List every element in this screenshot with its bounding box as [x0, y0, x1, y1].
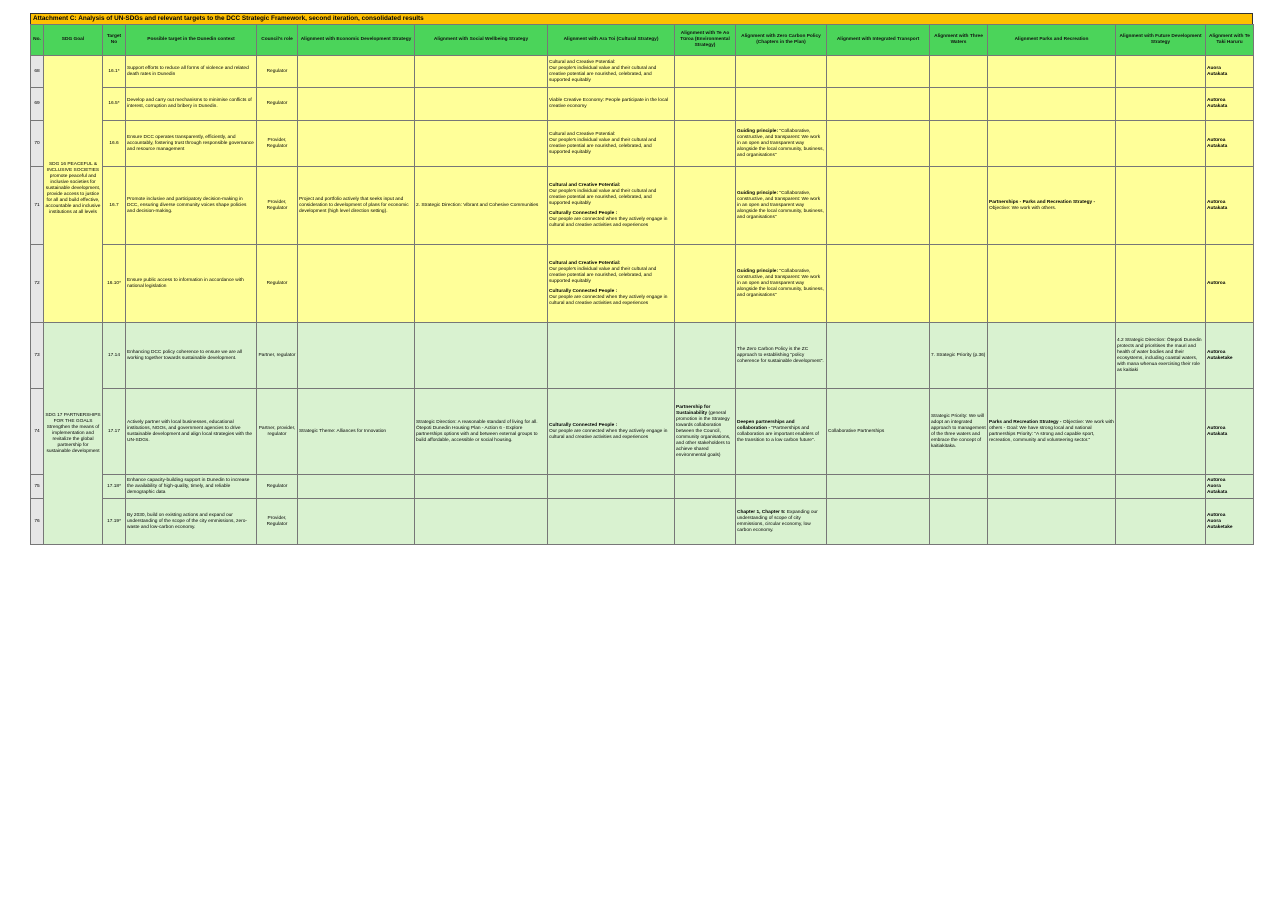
ara-toi-cell: Cultural and Creative Potential: Our people's individual value and their cultural and creative potential are nourished, celebrated, and supported equitably	[548, 121, 675, 167]
social-cell	[415, 88, 548, 121]
ara-toi-cell	[548, 323, 675, 389]
fds-cell: 4.2 Strategic Direction: Ōtepoti Dunedin protects and prioritises the mauri and health of water bodies and their ecosystems, including coastal waters, with mana whenua exercising their role as kaitiaki	[1116, 323, 1206, 389]
econ-cell	[298, 245, 415, 323]
ara-toi-cell	[548, 499, 675, 545]
ara-toi-cell	[548, 475, 675, 499]
ara-toi-cell: Cultural and Creative Potential: Our people's individual value and their cultural and creative potential are nourished, celebrated, and supported equitably Culturally Connected People : Our people are connected when they actively engage in cultural and creative activities and experiences	[548, 167, 675, 245]
spreadsheet	[30, 13, 1253, 545]
table-row	[31, 323, 1254, 389]
context-cell: Ensure public access to information in accordance with national legislation	[126, 245, 257, 323]
social-cell	[415, 323, 548, 389]
parks-cell	[988, 56, 1116, 88]
header-zero-carbon: Alignment with Zero Carbon Policy (Chapters in the Plan)	[736, 25, 827, 56]
te-ao-cell: Partnership for Sustainability (general promotion in the Strategy towards collaboration between the Council, community organisations, and other stakeholders to achieve shared environmental goals)	[675, 389, 736, 475]
te-ao-cell	[675, 475, 736, 499]
waters-cell	[930, 499, 988, 545]
header-parks: Alignment Parks and Recreation	[988, 25, 1116, 56]
context-cell: Ensure DCC operates transparently, efficiently, and accountably, fostering trust through responsible governance and resource management	[126, 121, 257, 167]
table-row	[31, 56, 1254, 88]
table-row	[31, 167, 1254, 245]
econ-cell	[298, 121, 415, 167]
role-cell: Provider, Regulator	[257, 167, 298, 245]
context-cell: Actively partner with local businesses, educational institutions, NGOs, and government agencies to drive sustainable development and align local strategies with the UN-SDGs.	[126, 389, 257, 475]
parks-cell	[988, 245, 1116, 323]
table-row	[31, 475, 1254, 499]
header-role: Council's role	[257, 25, 298, 56]
role-cell: Partner, provider, regulator	[257, 389, 298, 475]
te-ao-cell	[675, 499, 736, 545]
fds-cell	[1116, 121, 1206, 167]
waters-cell	[930, 88, 988, 121]
transport-cell: Collaborative Partnerships	[827, 389, 930, 475]
te-taki-cell: Autūroa Autakata	[1206, 88, 1254, 121]
te-ao-cell	[675, 56, 736, 88]
transport-cell	[827, 475, 930, 499]
transport-cell	[827, 121, 930, 167]
parks-cell	[988, 499, 1116, 545]
header-transport: Alignment with Integrated Transport	[827, 25, 930, 56]
waters-cell	[930, 167, 988, 245]
context-cell: Promote inclusive and participatory decision-making in DCC, ensuring diverse community voices shape policies and decision-making.	[126, 167, 257, 245]
role-cell: Provider, Regulator	[257, 121, 298, 167]
zero-carbon-cell: Deepen partnerships and collaboration - "Partnerships and collaboration are important enablers of the transition to a low carbon future".	[736, 389, 827, 475]
econ-cell	[298, 323, 415, 389]
social-cell	[415, 245, 548, 323]
header-te-taki: Alignment with Te Taki Haruru	[1206, 25, 1254, 56]
target-no: 16.6	[103, 121, 126, 167]
sheet-title: Attachment C: Analysis of UN-SDGs and relevant targets to the DCC Strategic Framework, second iteration, consolidated results	[30, 13, 1253, 24]
transport-cell	[827, 88, 930, 121]
te-taki-cell: Autūroa Autaketake	[1206, 323, 1254, 389]
header-te-ao-turoa: Alignment with Te Ao Tūroa (Environmental Strategy)	[675, 25, 736, 56]
transport-cell	[827, 56, 930, 88]
te-ao-cell	[675, 121, 736, 167]
row-no: 76	[31, 499, 44, 545]
transport-cell	[827, 323, 930, 389]
row-no: 71	[31, 167, 44, 245]
fds-cell	[1116, 389, 1206, 475]
waters-cell	[930, 245, 988, 323]
te-taki-cell: Autūroa Autakata	[1206, 389, 1254, 475]
row-no: 74	[31, 389, 44, 475]
te-taki-cell: Autūroa Autakata	[1206, 121, 1254, 167]
fds-cell	[1116, 245, 1206, 323]
te-ao-cell	[675, 167, 736, 245]
header-context: Possible target in the Dunedin context	[126, 25, 257, 56]
transport-cell	[827, 167, 930, 245]
social-cell	[415, 475, 548, 499]
header-econ: Alignment with Economic Development Strategy	[298, 25, 415, 56]
transport-cell	[827, 245, 930, 323]
header-ara-toi: Alignment with Ara Toi (Cultural Strategy)	[548, 25, 675, 56]
te-ao-cell	[675, 245, 736, 323]
econ-cell: Project and portfolio actively that seeks input and consideration to development of plans for economic development (high level direction setting).	[298, 167, 415, 245]
social-cell: Strategic Direction: A reasonable standard of living for all. Ōtepoti Dunedin Housing Plan - Action 6 - Explore partnerships options with and between external groups to build affordable, accessible or social housing.	[415, 389, 548, 475]
sdg-17-goal: SDG 17 PARTNERSHIPS FOR THE GOALS Strengthen the means of implementation and revitalize the global partnership for sustainable development	[44, 323, 103, 545]
fds-cell	[1116, 499, 1206, 545]
te-taki-cell: Autūroa Auora Autakata	[1206, 475, 1254, 499]
te-taki-cell: Auora Autakata	[1206, 56, 1254, 88]
fds-cell	[1116, 475, 1206, 499]
te-ao-cell	[675, 88, 736, 121]
header-row	[31, 25, 1254, 56]
transport-cell	[827, 499, 930, 545]
table-row	[31, 389, 1254, 475]
fds-cell	[1116, 167, 1206, 245]
context-cell: Enhance capacity-building support in Dunedin to increase the availability of high-quality, timely, and reliable demographic data	[126, 475, 257, 499]
role-cell: Regulator	[257, 245, 298, 323]
zero-carbon-cell: Guiding principle: "Collaborative, constructive, and transparent: We work in an open and transparent way alongside the local community, business, and organisations"	[736, 167, 827, 245]
table-row	[31, 88, 1254, 121]
target-no: 16.10*	[103, 245, 126, 323]
sdg-16-goal: SDG 16 PEACEFUL & INCLUSIVE SOCIETIES promote peaceful and inclusive societies for sustainable development, provide access to justice for all and build effective, accountable and inclusive institutions at all levels	[44, 56, 103, 323]
role-cell: Regulator	[257, 56, 298, 88]
header-fds: Alignment with Future Development Strategy	[1116, 25, 1206, 56]
parks-cell: Partnerships - Parks and Recreation Strategy - Objective: We work with others.	[988, 167, 1116, 245]
econ-cell	[298, 56, 415, 88]
target-no: 17.18*	[103, 475, 126, 499]
te-ao-cell	[675, 323, 736, 389]
zero-carbon-cell: Chapter 1, Chapter 5: Expanding our understanding of scope of city emmissions, circular economy, low carbon economy.	[736, 499, 827, 545]
fds-cell	[1116, 56, 1206, 88]
econ-cell	[298, 499, 415, 545]
role-cell: Partner, regulator	[257, 323, 298, 389]
row-no: 73	[31, 323, 44, 389]
role-cell: Regulator	[257, 475, 298, 499]
parks-cell	[988, 475, 1116, 499]
econ-cell	[298, 475, 415, 499]
social-cell: 2. Strategic Direction: Vibrant and Cohesive Communities	[415, 167, 548, 245]
table-row	[31, 245, 1254, 323]
header-target-no: Target No	[103, 25, 126, 56]
target-no: 16.5*	[103, 88, 126, 121]
social-cell	[415, 56, 548, 88]
econ-cell: Strategic Theme: Alliances for Innovation	[298, 389, 415, 475]
parks-cell	[988, 88, 1116, 121]
zero-carbon-cell: The Zero Carbon Policy is the ZC approach to establishing "policy coherence for sustainable development".	[736, 323, 827, 389]
waters-cell	[930, 56, 988, 88]
waters-cell	[930, 475, 988, 499]
parks-cell: Parks and Recreation Strategy - Objective: We work with others - Goal: We have strong local and national partnerships Priority: "A strong and capable sport, recreation, community and volunteering sector."	[988, 389, 1116, 475]
target-no: 16.7	[103, 167, 126, 245]
waters-cell: 7. Strategic Priority (p.36)	[930, 323, 988, 389]
zero-carbon-cell	[736, 88, 827, 121]
social-cell	[415, 499, 548, 545]
role-cell: Regulator	[257, 88, 298, 121]
context-cell: By 2030, build on existing actions and expand our understanding of the scope of the city emmissions, zero-waste and low-carbon economy.	[126, 499, 257, 545]
zero-carbon-cell: Guiding principle: "Collaborative, constructive, and transparent: We work in an open and transparent way alongside the local community, business, and organisations"	[736, 121, 827, 167]
row-no: 68	[31, 56, 44, 88]
ara-toi-cell: Cultural and Creative Potential: Our people's individual value and their cultural and creative potential are nourished, celebrated, and supported equitably Culturally Connected People : Our people are connected when they actively engage in cultural and creative activities and experiences	[548, 245, 675, 323]
zero-carbon-cell	[736, 56, 827, 88]
row-no: 69	[31, 88, 44, 121]
econ-cell	[298, 88, 415, 121]
row-no: 72	[31, 245, 44, 323]
table-row	[31, 121, 1254, 167]
target-no: 17.19*	[103, 499, 126, 545]
ara-toi-cell: Viable Creative Economy: People participate in the local creative economy	[548, 88, 675, 121]
te-taki-cell: Autūroa Auora Autaketake	[1206, 499, 1254, 545]
header-sdg-goal: SDG Goal	[44, 25, 103, 56]
context-cell: Develop and carry out mechanisms to minimise conflicts of interest, corruption and bribery in Dunedin.	[126, 88, 257, 121]
social-cell	[415, 121, 548, 167]
zero-carbon-cell	[736, 475, 827, 499]
analysis-table	[30, 24, 1254, 545]
waters-cell	[930, 121, 988, 167]
te-taki-cell: Autūroa Autakata	[1206, 167, 1254, 245]
context-cell: Enhancing DCC policy coherence to ensure we are all working together towards sustainable development.	[126, 323, 257, 389]
fds-cell	[1116, 88, 1206, 121]
target-no: 17.14	[103, 323, 126, 389]
zero-carbon-cell: Guiding principle: "Collaborative, constructive, and transparent: We work in an open and transparent way alongside the local community, business, and organisations"	[736, 245, 827, 323]
target-no: 16.1*	[103, 56, 126, 88]
parks-cell	[988, 323, 1116, 389]
row-no: 70	[31, 121, 44, 167]
waters-cell: Strategic Priority: We will adopt an integrated approach to management of the three waters and embrace the concept of kaitiakitaka.	[930, 389, 988, 475]
header-social: Alignment with Social Wellbeing Strategy	[415, 25, 548, 56]
row-no: 75	[31, 475, 44, 499]
parks-cell	[988, 121, 1116, 167]
role-cell: Provider, Regulator	[257, 499, 298, 545]
context-cell: Support efforts to reduce all forms of violence and related death rates in Dunedin	[126, 56, 257, 88]
target-no: 17.17	[103, 389, 126, 475]
header-three-waters: Alignment with Three Waters	[930, 25, 988, 56]
table-row	[31, 499, 1254, 545]
te-taki-cell: Autūroa	[1206, 245, 1254, 323]
ara-toi-cell: Culturally Connected People : Our people are connected when they actively engage in cultural and creative activities and experiences	[548, 389, 675, 475]
ara-toi-cell: Cultural and Creative Potential: Our people's individual value and their cultural and creative potential are nourished, celebrated, and supported equitably	[548, 56, 675, 88]
header-no: No.	[31, 25, 44, 56]
